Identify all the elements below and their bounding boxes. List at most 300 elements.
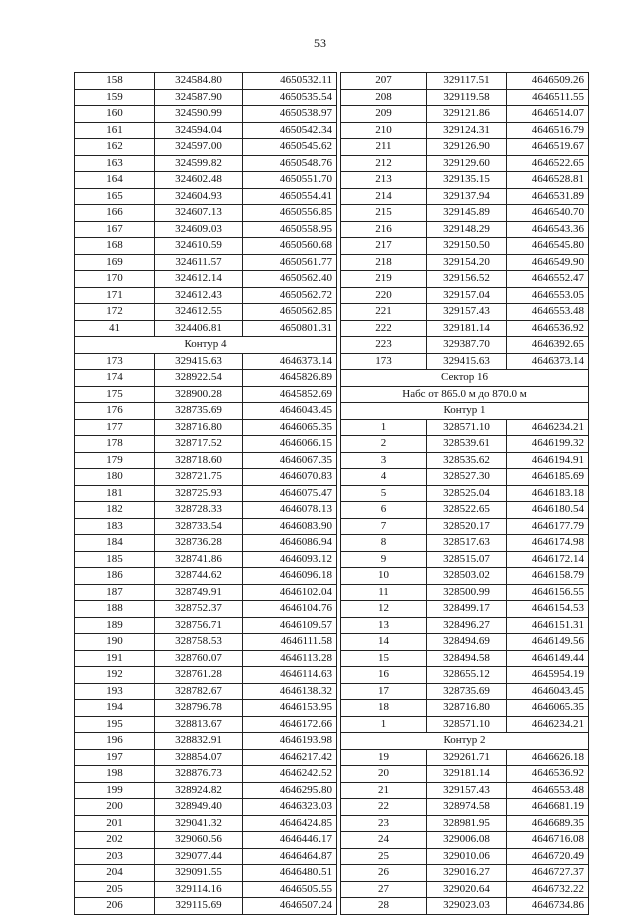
x-coordinate-cell: 329415.63 [427, 353, 507, 370]
x-coordinate-cell: 329121.86 [427, 106, 507, 123]
y-coordinate-cell: 4646158.79 [507, 568, 589, 585]
point-number-cell: 22 [341, 799, 427, 816]
table-row [75, 832, 337, 849]
x-coordinate-cell: 324611.57 [155, 254, 243, 271]
x-coordinate-cell: 329006.08 [427, 832, 507, 849]
y-coordinate-cell: 4650562.85 [243, 304, 337, 321]
table-row [341, 337, 589, 354]
y-coordinate-cell: 4646185.69 [507, 469, 589, 486]
y-coordinate-cell: 4646519.67 [507, 139, 589, 156]
section-header-row [341, 403, 589, 420]
table-row [75, 106, 337, 123]
y-coordinate-cell: 4646553.48 [507, 782, 589, 799]
y-coordinate-cell: 4646070.83 [243, 469, 337, 486]
point-number-cell: 6 [341, 502, 427, 519]
x-coordinate-cell: 329150.50 [427, 238, 507, 255]
table-row [341, 799, 589, 816]
x-coordinate-cell: 324406.81 [155, 320, 243, 337]
table-row [341, 155, 589, 172]
x-coordinate-cell: 328782.67 [155, 683, 243, 700]
point-number-cell: 206 [75, 898, 155, 915]
point-number-cell: 177 [75, 419, 155, 436]
point-number-cell: 175 [75, 386, 155, 403]
table-row [75, 898, 337, 915]
table-row [341, 881, 589, 898]
y-coordinate-cell: 4650538.97 [243, 106, 337, 123]
y-coordinate-cell: 4646689.35 [507, 815, 589, 832]
x-coordinate-cell: 324604.93 [155, 188, 243, 205]
y-coordinate-cell: 4646093.12 [243, 551, 337, 568]
x-coordinate-cell: 329387.70 [427, 337, 507, 354]
x-coordinate-cell: 329124.31 [427, 122, 507, 139]
point-number-cell: 211 [341, 139, 427, 156]
table-row [341, 73, 589, 90]
y-coordinate-cell: 4646509.26 [507, 73, 589, 90]
y-coordinate-cell: 4646177.79 [507, 518, 589, 535]
y-coordinate-cell: 4646149.44 [507, 650, 589, 667]
y-coordinate-cell: 4646543.36 [507, 221, 589, 238]
x-coordinate-cell: 328949.40 [155, 799, 243, 816]
y-coordinate-cell: 4646323.03 [243, 799, 337, 816]
table-row [75, 452, 337, 469]
x-coordinate-cell: 328716.80 [155, 419, 243, 436]
y-coordinate-cell: 4646549.90 [507, 254, 589, 271]
x-coordinate-cell: 329023.03 [427, 898, 507, 915]
point-number-cell: 176 [75, 403, 155, 420]
table-row [341, 700, 589, 717]
x-coordinate-cell: 324584.80 [155, 73, 243, 90]
point-number-cell: 5 [341, 485, 427, 502]
y-coordinate-cell: 4646180.54 [507, 502, 589, 519]
x-coordinate-cell: 324597.00 [155, 139, 243, 156]
y-coordinate-cell: 4645954.19 [507, 667, 589, 684]
x-coordinate-cell: 328539.61 [427, 436, 507, 453]
y-coordinate-cell: 4646234.21 [507, 716, 589, 733]
table-row [75, 271, 337, 288]
table-row [75, 799, 337, 816]
point-number-cell: 203 [75, 848, 155, 865]
table-row [75, 584, 337, 601]
table-row [75, 733, 337, 750]
point-number-cell: 204 [75, 865, 155, 882]
point-number-cell: 16 [341, 667, 427, 684]
table-row [75, 353, 337, 370]
point-number-cell: 168 [75, 238, 155, 255]
point-number-cell: 181 [75, 485, 155, 502]
x-coordinate-cell: 329126.90 [427, 139, 507, 156]
x-coordinate-cell: 328813.67 [155, 716, 243, 733]
y-coordinate-cell: 4646043.45 [243, 403, 337, 420]
y-coordinate-cell: 4650801.31 [243, 320, 337, 337]
x-coordinate-cell: 328716.80 [427, 700, 507, 717]
table-row [75, 205, 337, 222]
y-coordinate-cell: 4650562.40 [243, 271, 337, 288]
table-row [75, 139, 337, 156]
x-coordinate-cell: 328728.33 [155, 502, 243, 519]
table-row [341, 469, 589, 486]
y-coordinate-cell: 4650551.70 [243, 172, 337, 189]
x-coordinate-cell: 328725.93 [155, 485, 243, 502]
point-number-cell: 15 [341, 650, 427, 667]
x-coordinate-cell: 324602.48 [155, 172, 243, 189]
point-number-cell: 183 [75, 518, 155, 535]
point-number-cell: 186 [75, 568, 155, 585]
y-coordinate-cell: 4646075.47 [243, 485, 337, 502]
table-row [75, 667, 337, 684]
table-row [75, 865, 337, 882]
y-coordinate-cell: 4646536.92 [507, 766, 589, 783]
table-row [341, 221, 589, 238]
point-number-cell: 185 [75, 551, 155, 568]
y-coordinate-cell: 4646199.32 [507, 436, 589, 453]
point-number-cell: 192 [75, 667, 155, 684]
point-number-cell: 172 [75, 304, 155, 321]
point-number-cell: 217 [341, 238, 427, 255]
x-coordinate-cell: 324612.14 [155, 271, 243, 288]
y-coordinate-cell: 4645852.69 [243, 386, 337, 403]
table-row [341, 188, 589, 205]
table-row [341, 832, 589, 849]
point-number-cell: 213 [341, 172, 427, 189]
point-number-cell: 222 [341, 320, 427, 337]
point-number-cell: 164 [75, 172, 155, 189]
x-coordinate-cell: 329415.63 [155, 353, 243, 370]
table-row [341, 568, 589, 585]
table-row [75, 535, 337, 552]
x-coordinate-cell: 328736.28 [155, 535, 243, 552]
point-number-cell: 167 [75, 221, 155, 238]
y-coordinate-cell: 4646113.28 [243, 650, 337, 667]
table-row [75, 634, 337, 651]
table-row [75, 122, 337, 139]
y-coordinate-cell: 4646540.70 [507, 205, 589, 222]
section-header-row [341, 733, 589, 750]
x-coordinate-cell: 328796.78 [155, 700, 243, 717]
point-number-cell: 10 [341, 568, 427, 585]
y-coordinate-cell: 4650532.11 [243, 73, 337, 90]
x-coordinate-cell: 328494.69 [427, 634, 507, 651]
x-coordinate-cell: 328527.30 [427, 469, 507, 486]
point-number-cell: 201 [75, 815, 155, 832]
table-row [75, 221, 337, 238]
x-coordinate-cell: 329077.44 [155, 848, 243, 865]
table-row [75, 749, 337, 766]
y-coordinate-cell: 4646151.31 [507, 617, 589, 634]
x-coordinate-cell: 324610.59 [155, 238, 243, 255]
y-coordinate-cell: 4646522.65 [507, 155, 589, 172]
x-coordinate-cell: 329114.16 [155, 881, 243, 898]
x-coordinate-cell: 324590.99 [155, 106, 243, 123]
x-coordinate-cell: 329154.20 [427, 254, 507, 271]
point-number-cell: 214 [341, 188, 427, 205]
y-coordinate-cell: 4646096.18 [243, 568, 337, 585]
y-coordinate-cell: 4646552.47 [507, 271, 589, 288]
y-coordinate-cell: 4646086.94 [243, 535, 337, 552]
point-number-cell: 209 [341, 106, 427, 123]
section-header-row [341, 370, 589, 387]
point-number-cell: 160 [75, 106, 155, 123]
point-number-cell: 173 [75, 353, 155, 370]
x-coordinate-cell: 328752.37 [155, 601, 243, 618]
y-coordinate-cell: 4646626.18 [507, 749, 589, 766]
point-number-cell: 219 [341, 271, 427, 288]
section-title: Набс от 865.0 м до 870.0 м [341, 386, 589, 403]
table-row [75, 73, 337, 90]
x-coordinate-cell: 328718.60 [155, 452, 243, 469]
y-coordinate-cell: 4646716.08 [507, 832, 589, 849]
table-row [341, 584, 589, 601]
table-row [341, 320, 589, 337]
point-number-cell: 174 [75, 370, 155, 387]
point-number-cell: 159 [75, 89, 155, 106]
y-coordinate-cell: 4646734.86 [507, 898, 589, 915]
point-number-cell: 208 [341, 89, 427, 106]
x-coordinate-cell: 329041.32 [155, 815, 243, 832]
y-coordinate-cell: 4650548.76 [243, 155, 337, 172]
point-number-cell: 195 [75, 716, 155, 733]
table-row [341, 518, 589, 535]
point-number-cell: 23 [341, 815, 427, 832]
table-row [75, 155, 337, 172]
table-row [341, 848, 589, 865]
x-coordinate-cell: 324607.13 [155, 205, 243, 222]
x-coordinate-cell: 328761.28 [155, 667, 243, 684]
table-row [341, 106, 589, 123]
y-coordinate-cell: 4646531.89 [507, 188, 589, 205]
x-coordinate-cell: 324612.55 [155, 304, 243, 321]
y-coordinate-cell: 4646553.48 [507, 304, 589, 321]
point-number-cell: 9 [341, 551, 427, 568]
table-row [341, 782, 589, 799]
point-number-cell: 27 [341, 881, 427, 898]
x-coordinate-cell: 328500.99 [427, 584, 507, 601]
x-coordinate-cell: 329148.29 [427, 221, 507, 238]
x-coordinate-cell: 329157.43 [427, 782, 507, 799]
x-coordinate-cell: 328756.71 [155, 617, 243, 634]
coordinates-table-right [340, 72, 589, 915]
x-coordinate-cell: 328749.91 [155, 584, 243, 601]
y-coordinate-cell: 4646111.58 [243, 634, 337, 651]
y-coordinate-cell: 4646373.14 [507, 353, 589, 370]
table-row [341, 683, 589, 700]
y-coordinate-cell: 4646373.14 [243, 353, 337, 370]
point-number-cell: 17 [341, 683, 427, 700]
x-coordinate-cell: 329181.14 [427, 320, 507, 337]
point-number-cell: 41 [75, 320, 155, 337]
y-coordinate-cell: 4646172.66 [243, 716, 337, 733]
page-number: 53 [314, 36, 326, 50]
y-coordinate-cell: 4646183.18 [507, 485, 589, 502]
x-coordinate-cell: 328571.10 [427, 419, 507, 436]
y-coordinate-cell: 4646217.42 [243, 749, 337, 766]
point-number-cell: 26 [341, 865, 427, 882]
point-number-cell: 1 [341, 419, 427, 436]
table-row [75, 502, 337, 519]
table-row [75, 370, 337, 387]
y-coordinate-cell: 4646511.55 [507, 89, 589, 106]
point-number-cell: 197 [75, 749, 155, 766]
y-coordinate-cell: 4646194.91 [507, 452, 589, 469]
point-number-cell: 205 [75, 881, 155, 898]
table-row [75, 287, 337, 304]
table-row [341, 271, 589, 288]
table-row [341, 122, 589, 139]
table-row [75, 518, 337, 535]
point-number-cell: 173 [341, 353, 427, 370]
x-coordinate-cell: 328981.95 [427, 815, 507, 832]
point-number-cell: 11 [341, 584, 427, 601]
y-coordinate-cell: 4646732.22 [507, 881, 589, 898]
table-row [75, 469, 337, 486]
point-number-cell: 21 [341, 782, 427, 799]
point-number-cell: 212 [341, 155, 427, 172]
point-number-cell: 24 [341, 832, 427, 849]
point-number-cell: 190 [75, 634, 155, 651]
y-coordinate-cell: 4646516.79 [507, 122, 589, 139]
table-row [75, 436, 337, 453]
y-coordinate-cell: 4646464.87 [243, 848, 337, 865]
x-coordinate-cell: 329181.14 [427, 766, 507, 783]
y-coordinate-cell: 4646065.35 [243, 419, 337, 436]
table-row [341, 634, 589, 651]
x-coordinate-cell: 328525.04 [427, 485, 507, 502]
y-coordinate-cell: 4646065.35 [507, 700, 589, 717]
table-row [341, 139, 589, 156]
point-number-cell: 163 [75, 155, 155, 172]
table-row [75, 881, 337, 898]
y-coordinate-cell: 4646545.80 [507, 238, 589, 255]
x-coordinate-cell: 328900.28 [155, 386, 243, 403]
table-row [341, 436, 589, 453]
x-coordinate-cell: 329156.52 [427, 271, 507, 288]
table-row [341, 898, 589, 915]
y-coordinate-cell: 4650561.77 [243, 254, 337, 271]
y-coordinate-cell: 4646156.55 [507, 584, 589, 601]
y-coordinate-cell: 4650542.34 [243, 122, 337, 139]
x-coordinate-cell: 328571.10 [427, 716, 507, 733]
x-coordinate-cell: 329129.60 [427, 155, 507, 172]
point-number-cell: 20 [341, 766, 427, 783]
point-number-cell: 210 [341, 122, 427, 139]
table-row [341, 551, 589, 568]
y-coordinate-cell: 4646480.51 [243, 865, 337, 882]
point-number-cell: 221 [341, 304, 427, 321]
y-coordinate-cell: 4646154.53 [507, 601, 589, 618]
point-number-cell: 158 [75, 73, 155, 90]
table-row [75, 617, 337, 634]
y-coordinate-cell: 4646720.49 [507, 848, 589, 865]
y-coordinate-cell: 4646109.57 [243, 617, 337, 634]
y-coordinate-cell: 4646514.07 [507, 106, 589, 123]
section-header-row [341, 386, 589, 403]
x-coordinate-cell: 328760.07 [155, 650, 243, 667]
y-coordinate-cell: 4650562.72 [243, 287, 337, 304]
point-number-cell: 165 [75, 188, 155, 205]
point-number-cell: 198 [75, 766, 155, 783]
y-coordinate-cell: 4646507.24 [243, 898, 337, 915]
point-number-cell: 216 [341, 221, 427, 238]
point-number-cell: 189 [75, 617, 155, 634]
point-number-cell: 14 [341, 634, 427, 651]
table-row [75, 766, 337, 783]
point-number-cell: 223 [341, 337, 427, 354]
x-coordinate-cell: 329119.58 [427, 89, 507, 106]
point-number-cell: 7 [341, 518, 427, 535]
table-row [75, 386, 337, 403]
y-coordinate-cell: 4646242.52 [243, 766, 337, 783]
x-coordinate-cell: 328974.58 [427, 799, 507, 816]
y-coordinate-cell: 4646727.37 [507, 865, 589, 882]
x-coordinate-cell: 328744.62 [155, 568, 243, 585]
table-row [75, 403, 337, 420]
table-row [341, 238, 589, 255]
point-number-cell: 194 [75, 700, 155, 717]
point-number-cell: 171 [75, 287, 155, 304]
y-coordinate-cell: 4650554.41 [243, 188, 337, 205]
point-number-cell: 166 [75, 205, 155, 222]
point-number-cell: 193 [75, 683, 155, 700]
y-coordinate-cell: 4646174.98 [507, 535, 589, 552]
table-row [75, 848, 337, 865]
section-title: Сектор 16 [341, 370, 589, 387]
y-coordinate-cell: 4646446.17 [243, 832, 337, 849]
point-number-cell: 13 [341, 617, 427, 634]
x-coordinate-cell: 324599.82 [155, 155, 243, 172]
point-number-cell: 218 [341, 254, 427, 271]
table-row [341, 667, 589, 684]
table-row [341, 716, 589, 733]
point-number-cell: 200 [75, 799, 155, 816]
point-number-cell: 12 [341, 601, 427, 618]
x-coordinate-cell: 328535.62 [427, 452, 507, 469]
y-coordinate-cell: 4646153.95 [243, 700, 337, 717]
y-coordinate-cell: 4646536.92 [507, 320, 589, 337]
y-coordinate-cell: 4646114.63 [243, 667, 337, 684]
y-coordinate-cell: 4646078.13 [243, 502, 337, 519]
point-number-cell: 187 [75, 584, 155, 601]
table-row [75, 485, 337, 502]
point-number-cell: 8 [341, 535, 427, 552]
section-title: Контур 2 [341, 733, 589, 750]
point-number-cell: 182 [75, 502, 155, 519]
point-number-cell: 178 [75, 436, 155, 453]
x-coordinate-cell: 329145.89 [427, 205, 507, 222]
x-coordinate-cell: 329091.55 [155, 865, 243, 882]
point-number-cell: 199 [75, 782, 155, 799]
table-row [341, 535, 589, 552]
table-row [75, 601, 337, 618]
y-coordinate-cell: 4646149.56 [507, 634, 589, 651]
y-coordinate-cell: 4646083.90 [243, 518, 337, 535]
y-coordinate-cell: 4646193.98 [243, 733, 337, 750]
x-coordinate-cell: 328496.27 [427, 617, 507, 634]
table-row [75, 700, 337, 717]
y-coordinate-cell: 4646043.45 [507, 683, 589, 700]
point-number-cell: 3 [341, 452, 427, 469]
point-number-cell: 161 [75, 122, 155, 139]
point-number-cell: 19 [341, 749, 427, 766]
point-number-cell: 196 [75, 733, 155, 750]
point-number-cell: 1 [341, 716, 427, 733]
table-row [341, 254, 589, 271]
point-number-cell: 215 [341, 205, 427, 222]
x-coordinate-cell: 324594.04 [155, 122, 243, 139]
y-coordinate-cell: 4646528.81 [507, 172, 589, 189]
x-coordinate-cell: 328735.69 [155, 403, 243, 420]
table-row [75, 172, 337, 189]
table-row [341, 205, 589, 222]
x-coordinate-cell: 328741.86 [155, 551, 243, 568]
